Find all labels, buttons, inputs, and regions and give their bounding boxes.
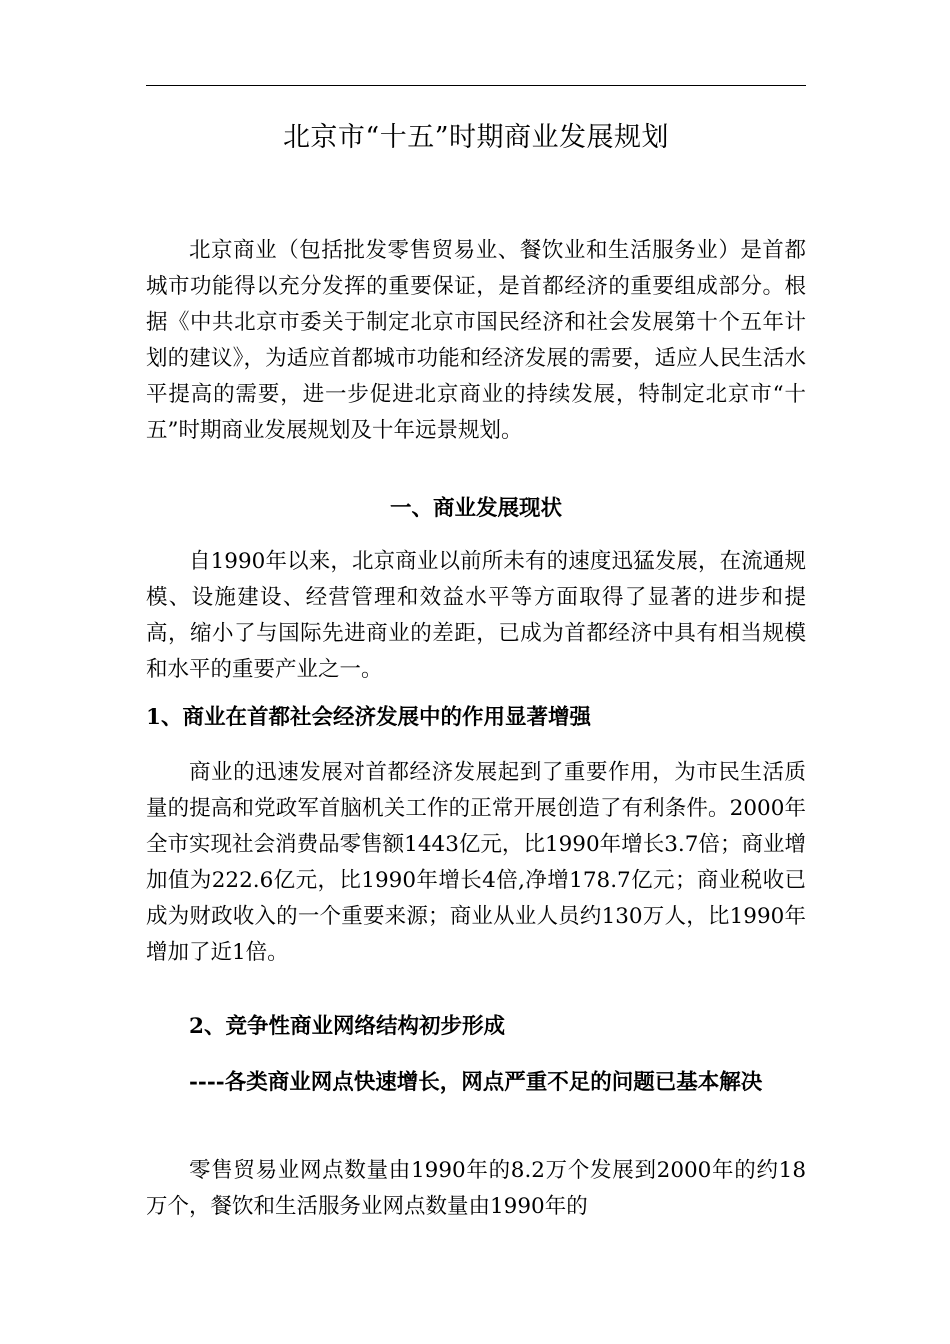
document-page [146, 0, 806, 1344]
intro-paragraph: 北京商业（包括批发零售贸易业、餐饮业和生活服务业）是首都城市功能得以充分发挥的重要保证，是首都经济的重要组成部分。根据《中共北京市委关于制定北京市国民经济和社会发展第十个五年计划的建议》，为适应首都城市功能和经济发展的需要，适应人民生活水平提高的需要，进一步促进北京商业的持续发展，特制定北京市“十五”时期商业发展规划及十年远景规划。 [146, 238, 806, 443]
subsection-1-paragraph: 商业的迅速发展对首都经济发展起到了重要作用，为市民生活质量的提高和党政军首脑机关工作的正常开展创造了有利条件。2000年全市实现社会消费品零售额1443亿元，比1990年增长3.7倍；商业增加值为222.6亿元，比1990年增长4倍,净增178.7亿元；商业税收已成为财政收入的一个重要来源；商业从业人员约130万人，比1990年增加了近1倍。 [146, 760, 806, 965]
subsection-2-subheading: ----各类商业网点快速增长，网点严重不足的问题已基本解决 [189, 1070, 763, 1095]
document-title: 北京市“十五”时期商业发展规划 [282, 122, 670, 153]
subsection-2-paragraph: 零售贸易业网点数量由1990年的8.2万个发展到2000年的约18万个，餐饮和生活服务业网点数量由1990年的 [146, 1158, 806, 1219]
section-1-paragraph: 自1990年以来，北京商业以前所未有的速度迅猛发展，在流通规模、设施建设、经营管理和效益水平等方面取得了显著的进步和提高，缩小了与国际先进商业的差距，已成为首都经济中具有相当规模和水平的重要产业之一。 [146, 549, 806, 682]
subsection-2-heading: 2、竞争性商业网络结构初步形成 [189, 1014, 505, 1039]
header-rule [146, 85, 806, 86]
subsection-1-heading: 1、商业在首都社会经济发展中的作用显著增强 [146, 705, 591, 730]
section-1-heading: 一、商业发展现状 [389, 496, 562, 521]
